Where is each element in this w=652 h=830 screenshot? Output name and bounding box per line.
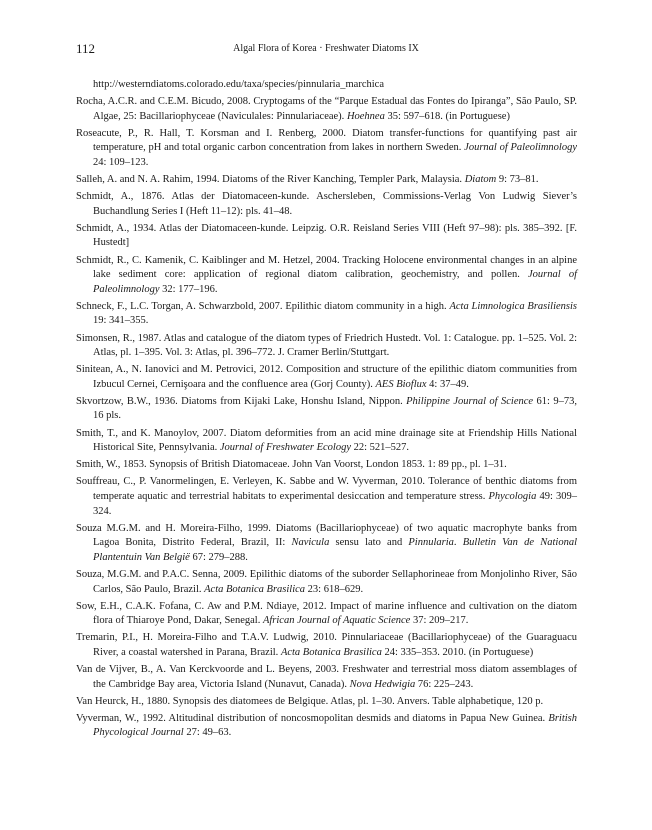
- running-title: Algal Flora of Korea · Freshwater Diatoms IX: [233, 43, 419, 54]
- reference-text: Schneck, F., L.C. Torgan, A. Schwarzbold, 2007. Epilithic diatom community in a high.: [76, 300, 450, 312]
- reference-entry: [76, 663, 577, 692]
- reference-entry: [76, 300, 577, 329]
- reference-text: Schmidt, R., C. Kamenik, C. Kaiblinger and M. Hetzel, 2004. Tracking Holocene environmental changes in an alpine lake sediment core: application of regional diatom calibration, geochemistry, and pollen.: [76, 254, 577, 281]
- reference-text: Sinitean, A., N. Ianovici and M. Petrovici, 2012. Composition and structure of the epilithic diatom communities from Izbucul Cernei, Cernişoara and the confluence area (Gorj County).: [76, 364, 577, 390]
- reference-text: Skvortzow, B.W., 1936. Diatoms from Kijaki Lake, Honshu Island, Nippon.: [76, 395, 407, 407]
- reference-entry: [76, 427, 577, 456]
- reference-entry: [76, 631, 577, 660]
- reference-entry: [76, 95, 577, 124]
- reference-text: Smith, W., 1853. Synopsis of British Diatomaceae. John Van Voorst, London 1853. 1: 89 pp., pl. 1–31.: [76, 459, 507, 471]
- reference-journal: Diatom: [464, 174, 497, 186]
- reference-entry: [76, 600, 577, 629]
- reference-entry: [76, 78, 577, 93]
- reference-list: [76, 78, 577, 743]
- reference-journal: Nova Hedwigia: [349, 678, 416, 690]
- reference-entry: [76, 190, 577, 219]
- reference-text: 24: 335–353. 2010. (in Portuguese): [381, 646, 534, 658]
- reference-journal: British Phycological Journal: [93, 712, 577, 739]
- reference-entry: [76, 173, 577, 188]
- running-header: [76, 41, 576, 57]
- reference-text: Van Heurck, H., 1880. Synopsis des diatomees de Belgique. Atlas, pl. 1–30. Anvers. Table alphabetique, 120 p.: [76, 695, 544, 707]
- reference-text: Souza, M.G.M. and P.A.C. Senna, 2009. Epilithic diatoms of the suborder Sellaphorineae from Monjolinho River, São Carlos, São Paulo, Brazil.: [76, 568, 577, 595]
- page-number: 112: [76, 41, 96, 56]
- reference-journal: Bulletin Van de National Plantentuin Van België: [93, 537, 577, 563]
- reference-entry: [76, 522, 577, 566]
- reference-text: Schmidt, A., 1876. Atlas der Diatomaceen-kunde. Aschersleben, Commissions-Verlag Von Ludwig Siever’s Buchandlung Series I (Heft 11–12): pls. 41–48.: [76, 191, 577, 217]
- reference-text: 27: 49–63.: [183, 727, 232, 739]
- reference-entry: [76, 568, 577, 597]
- reference-journal: Journal of Freshwater Ecology: [219, 442, 351, 454]
- reference-journal: AES Bioflux: [375, 378, 427, 390]
- reference-text: Van de Vijver, B., A. Van Kerckvoorde and L. Beyens, 2003. Freshwater and terrestrial moss diatom assemblages of the Cambridge Bay area, Victoria Island (Nunavut, Canada).: [76, 663, 577, 690]
- reference-text: 67: 279–288.: [189, 551, 248, 563]
- reference-text: sensu lato and: [329, 537, 409, 549]
- reference-entry: [76, 695, 577, 710]
- reference-entry: [76, 332, 577, 361]
- reference-entry: [76, 222, 577, 251]
- reference-text: Smith, T., and K. Manoylov, 2007. Diatom deformities from an acid mine drainage site at Friendship Hills National Historical Site, Pennsylvania.: [76, 427, 577, 454]
- reference-text: 35: 597–618. (in Portuguese): [384, 110, 510, 122]
- reference-entry: [76, 395, 577, 424]
- reference-journal: Acta Botanica Brasilica: [204, 583, 306, 595]
- reference-journal: Journal of Paleolimnology: [464, 142, 577, 154]
- reference-text: 32: 177–196.: [159, 283, 218, 295]
- reference-text: Simonsen, R., 1987. Atlas and catalogue of the diatom types of Friedrich Hustedt. Vol. 1: Catalogue. pp. 1–525. Vol. 2: Atlas, pl. 1–395. Vol. 3: Atlas, pl. 396–772. J. Cramer Berlin/Stuttgart.: [76, 332, 577, 359]
- reference-journal: Journal of Paleolimnology: [93, 269, 577, 295]
- reference-text: 22: 521–527.: [351, 442, 410, 454]
- reference-entry: [76, 127, 577, 171]
- reference-journal: African Journal of Aquatic Science: [262, 615, 411, 627]
- reference-text: 19: 341–355.: [93, 315, 149, 327]
- reference-text: Vyverman, W., 1992. Altitudinal distribution of noncosmopolitan desmids and diatoms in Papua New Guinea.: [76, 712, 549, 724]
- reference-text: Roseacute, P., R. Hall, T. Korsman and I. Renberg, 2000. Diatom transfer-functions for quantifying past air temperature, pH and total organic carbon concentration from lakes in northern Sweden.: [76, 127, 577, 154]
- reference-journal: Acta Botanica Brasilica: [280, 646, 382, 658]
- reference-text: Tremarin, P.I., H. Moreira-Filho and T.A.V. Ludwig, 2010. Pinnulariaceae (Bacillariophyceae) of the Guaraguacu River, a coastal watershed in Parana, Brazil.: [76, 632, 577, 658]
- reference-text: 37: 209–217.: [410, 615, 469, 627]
- reference-text: 61: 9–73, 16 pls.: [93, 395, 577, 422]
- reference-text: Rocha, A.C.R. and C.E.M. Bicudo, 2008. Cryptogams of the “Parque Estadual das Fontes do Ipiranga”, São Paulo, SP. Algae, 25: Bacillariophyceae (Naviculales: Pinnulariaceae).: [76, 96, 577, 122]
- reference-text: 24: 109–123.: [93, 156, 149, 168]
- reference-text: .: [453, 537, 463, 549]
- reference-journal: Phycologia: [488, 490, 537, 502]
- reference-text: 23: 618–629.: [305, 583, 364, 595]
- reference-entry: [76, 475, 577, 519]
- reference-text: Sow, E.H., C.A.K. Fofana, C. Aw and P.M. Ndiaye, 2012. Impact of marine influence and cultivation on the diatom flora of Thiaroye Pond, Dakar, Senegal.: [76, 600, 577, 627]
- reference-entry: [76, 363, 577, 392]
- reference-journal: Acta Limnologica Brasiliensis: [449, 300, 577, 312]
- reference-entry: [76, 712, 577, 741]
- reference-entry: [76, 254, 577, 298]
- reference-journal: Philippine Journal of Science: [406, 395, 534, 407]
- reference-text: Schmidt, A., 1934. Atlas der Diatomaceen-kunde. Leipzig. O.R. Reisland Series VIII (Heft 97–98): pls. 385–392. [F. Hustedt]: [76, 222, 577, 249]
- reference-text: 4: 37–49.: [426, 378, 469, 390]
- reference-text: http://westerndiatoms.colorado.edu/taxa/species/pinnularia_marchica: [93, 79, 384, 90]
- reference-journal: Pinnularia: [408, 537, 454, 549]
- reference-text: 49: 309–324.: [93, 490, 577, 517]
- reference-text: Souffreau, C., P. Vanormelingen, E. Verleyen, K. Sabbe and W. Vyverman, 2010. Tolerance of benthic diatoms from temperate aquatic and terrestrial habitats to experimental desiccation and temperature stress.: [76, 476, 577, 502]
- reference-journal: Navicula: [291, 537, 330, 549]
- reference-entry: [76, 458, 577, 473]
- reference-text: 9: 73–81.: [496, 174, 539, 186]
- reference-text: Souza M.G.M. and H. Moreira-Filho, 1999. Diatoms (Bacillariophyceae) of two aquatic macrophyte banks from Lagoa Bonita, Distrito Federal, Brazil, II:: [76, 522, 577, 549]
- reference-text: 76: 225–243.: [415, 678, 474, 690]
- reference-text: Salleh, A. and N. A. Rahim, 1994. Diatoms of the River Kanching, Templer Park, Malaysia.: [76, 174, 465, 186]
- reference-journal: Hoehnea: [346, 110, 385, 122]
